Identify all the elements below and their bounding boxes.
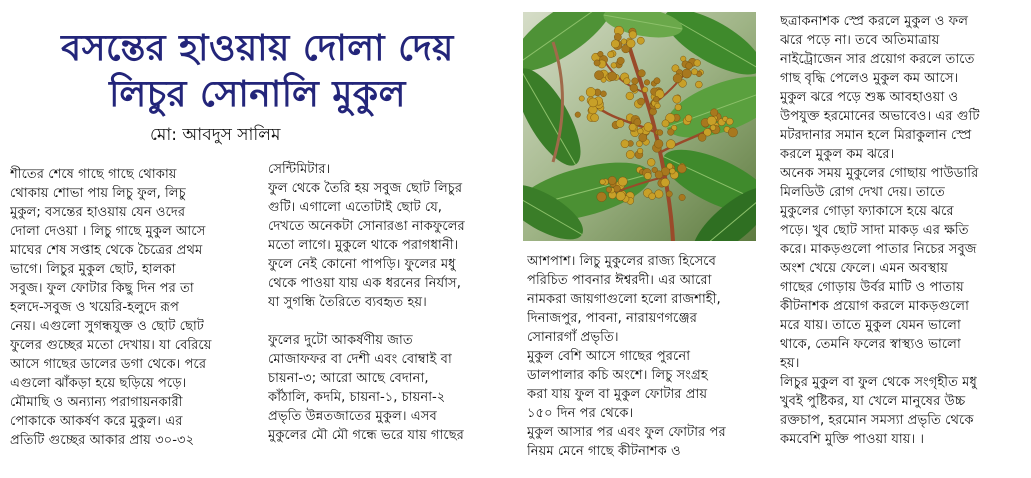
text-line: শীতের শেষে গাছে গাছে থোকায় [10,167,177,182]
blossom-bud [698,133,706,141]
column-3 [527,252,772,461]
text-line: ১৫০ দিন পর থেকে। [527,406,634,421]
text-line: আসে গাছের ডালের ডগা থেকে। পরে [10,357,207,372]
column-1 [10,165,255,450]
text-line: নিয়ম মেনে গাছে কীটনাশক ও [527,444,681,459]
blossom-bud [630,84,638,92]
text-line: গাছের গোড়ায় উর্বর মাটি ও পাতায় [780,280,964,295]
text-line: দোলা দেওয়া । লিচু গাছে মুকুল আসে [10,224,206,239]
text-line: থেকে পাওয়া যায় এক ধরনের নির্যাস, [268,276,461,291]
blossom-bud [675,104,682,111]
text-line: গাছ বৃদ্ধি পেলেও মুকুল কম আসে। [780,71,959,86]
blossom-bud [597,192,607,202]
text-line: চায়না-৩; আরো আছে বেদানা, [268,371,429,386]
blossom-bud [632,78,639,85]
blossom-bud [575,112,581,118]
blossom-bud [695,81,702,88]
blossom-bud [647,158,655,166]
text-line: লিচুর মুকুল বা ফুল থেকে সংগৃহীত মধু [780,375,977,390]
text-line: ছত্রাকনাশক স্প্রে করলে মুকুল ও ফল [780,14,969,29]
text-line: দেখতে অনেকটা সোনারঙা নাকফুলের [268,219,465,234]
blossom-bud [685,115,692,122]
blossom-bud [606,187,611,192]
text-line: গুটি। এগালো এতোটাই ছোট যে, [268,200,442,215]
text-line: থোকায় শোভা পায় লিচু ফুল, লিচু [10,186,186,201]
text-line: মুকুলের মৌ মৌ গন্ধে ভরে যায় গাছের [268,428,464,443]
blossom-bud [638,98,645,105]
blossom-bud [589,98,598,107]
blossom-bud [661,178,670,187]
blossom-bud [629,31,637,39]
text-line: করা যায় ফুল বা মুকুল ফোটার প্রায় [527,387,708,402]
text-line: মোজাফফর বা দেশী এবং বোম্বাই বা [268,352,452,367]
text-line: থাকে, তেমনি ফলের স্বাস্থ্যও ভালো [780,337,961,352]
blossom-bud [642,87,648,93]
text-line: রক্তচাপ, হরমোন সমস্যা প্রভৃতি থেকে [780,413,974,428]
text-line: মুকুল; বসন্তের হাওয়ায় যেন ওদের [10,205,186,220]
blossom-bud [655,171,663,179]
text-line: সোনারগাঁ প্রভৃতি। [527,330,619,345]
blossom-bud [626,150,634,158]
blossom-bud [666,140,675,149]
blossom-bud [644,172,651,179]
blossom-bud [653,96,659,102]
blossom-bud [662,120,669,127]
text-line: আশপাশ। লিচু মুকুলের রাজ্য হিসেবে [527,254,716,269]
blossom-bud [626,92,634,100]
blossom-bud [608,176,616,184]
text-line: উপযুক্ত হরমোনের অভাবেও। এর গুটি [780,109,980,124]
blossom-bud [629,123,636,130]
blossom-bud [668,129,675,136]
blossom-bud [682,69,691,78]
blossom-bud [616,191,625,200]
text-line: করে। মাকড়গুলো পাতার নিচের সবুজ [780,242,977,257]
text-line: করলে মুকুল কম ঝরে। [780,147,895,162]
title-line-1: বসন্তের হাওয়ায় দোলা দেয় [61,28,454,69]
blossom-bud [655,103,661,109]
text-line: ভাগে। লিচুর মুকুল ছোট, হালকা [10,262,176,277]
blossom-bud [710,125,716,131]
blossom-bud [673,74,682,83]
text-line: মিলডিউ রোগ দেখা দেয়। তাতে [780,185,945,200]
blossom-bud [638,70,645,77]
blossom-bud [608,72,617,81]
blossom-bud [666,191,672,197]
blossom-bud [600,91,606,97]
text-line: কাঁঠালি, কদমি, চায়না-১, চায়না-২ [268,390,446,405]
text-line: মুকুলের গোড়া ফ্যাকাসে হয়ে ঝরে [780,204,954,219]
text-line: নেয়। এগুলো সুগন্ধযুক্ত ও ছোট ছোট [10,319,204,334]
text-line: নামকরা জায়গাগুলো হলো রাজশাহী, [527,292,721,307]
article-title [10,26,505,118]
blossom-bud [616,119,624,127]
text-line: প্রভৃতি উন্নতজাতের মুকুল। এসব [268,409,437,424]
blossom-bud [644,123,653,132]
blossom-bud [618,177,627,186]
text-line: অনেক সময় মুকুলের গোছায় পাউডারি [780,166,979,181]
text-line: পোকাকে আকর্ষণ করে মুকুল। এর [10,414,183,429]
column-4 [780,12,1025,449]
blossom-bud [638,128,644,134]
text-line: দিনাজপুর, পাবনা, নারায়ণগঞ্জের [527,311,697,326]
blossom-bud [677,164,686,173]
text-line: মৌমাছি ও অন্যান্য পরাগায়নকারী [10,395,183,410]
blossom-bud [637,148,643,154]
blossom-bud [707,116,716,125]
blossom-bud [611,63,617,69]
text-line: ডালপালার কচি অংশে। লিচু সংগ্রহ [527,368,708,383]
text-line: অংশ খেয়ে ফেলে। এমন অবস্থায় [780,261,948,276]
text-line: হলদে-সবুজ ও খয়েরি-হলুদে রূপ [10,300,179,315]
blossom-bud [627,39,636,48]
blossom-bud [691,69,697,75]
text-line: খুবই পুষ্টিকর, যা খেলে মানুষের উচ্চ [780,394,966,409]
blossom-bud [621,39,627,45]
text-line: নাইট্রোজেন সার প্রয়োগ করলে তাতে [780,52,975,67]
blossom-bud [654,139,663,148]
blossom-bud [728,128,737,137]
text-line: মুকুল আসার পর এবং ফুল ফোটার পর [527,425,726,440]
text-line: সবুজ। ফুল ফোটার কিছু দিন পর তা [10,281,194,296]
blossom-bud [591,114,599,122]
blossom-bud [608,51,614,57]
text-line: ফুল থেকে তৈরি হয় সবুজ ছোট লিচুর [268,181,463,196]
blossom-bud [594,71,603,80]
text-line: কমবেশি মুক্তি পাওয়া যায়। । [780,432,925,447]
blossom-bud [611,40,619,48]
text-line: ফুলের গুচ্ছের মতো দেখায়। যা বেরিয়ে [10,338,212,353]
blossom-bud [621,140,629,148]
blossom-bud [654,78,660,84]
text-line: ফুলে নেই কোনো পাপড়ি। ফুলের মধু [268,257,456,272]
text-line: পরিচিত পাবনার ঈশ্বরদী। এর আরো [527,273,712,288]
blossom-bud [679,194,685,200]
text-line: পড়ে। খুব ছোট সাদা মাকড় এর ক্ষতি [780,223,969,238]
blossom-bud [726,118,733,125]
text-line: মুকুল বেশি আসে গাছের পুরনো [527,349,691,364]
blossom-bud [657,130,663,136]
blossom-bud [586,87,595,96]
text-line: মাঘের শেষ সপ্তাহ থেকে চৈত্রের প্রথম [10,243,203,258]
blossom-bud [667,163,673,169]
text-line: যা সুগন্ধি তৈরিতে ব্যবহৃত হয়। [268,295,427,310]
blossom-bud [637,37,644,44]
text-line: হয়। [780,356,800,371]
blossom-bud [673,95,681,103]
blossom-bud [600,179,606,185]
blossom-bud [617,57,624,64]
blossom-bud [579,96,584,101]
blossom-bud [598,51,604,57]
blossom-bud [594,60,600,66]
column-2 [268,160,518,445]
lychee-blossom-photo [523,12,756,241]
text-line: মতো লাগে। মুকুলে থাকে পরাগধানী। [268,238,459,253]
text-line: কীটনাশক প্রয়োগ করলে মাকড়গুলো [780,299,969,314]
blossom-bud [644,80,650,86]
blossom-bud [649,193,656,200]
blossom-bud [694,60,701,67]
text-line: মুকুল ঝরে পড়ে শুষ্ক আবহাওয়া ও [780,90,959,105]
blossom-bud [686,62,693,69]
text-line: সেন্টিমিটার। [268,162,331,177]
blossom-bud [710,109,717,116]
text-line: এগুলো ঝাঁকড়া হয়ে ছড়িয়ে পড়ে। [10,376,187,391]
text-line: প্রতিটি গুচ্ছের আকার প্রায় ৩০-৩২ [10,433,195,448]
text-line: মরে যায়। তাতে মুকুল যেমন ভালো [780,318,961,333]
blossom-bud [655,190,663,198]
blossom-bud [623,78,630,85]
text-line: মটরদানার সমান হলে মিরাকুলান স্প্রে [780,128,972,143]
text-line: ফুলের দুটো আকর্ষণীয় জাত [268,333,413,348]
title-line-2: লিচুর সোনালি মুকুল [109,74,406,115]
text-line: ঝরে পড়ে না। তবে অতিমাত্রায় [780,33,940,48]
byline: মো: আবদুস সালিম [150,125,281,145]
